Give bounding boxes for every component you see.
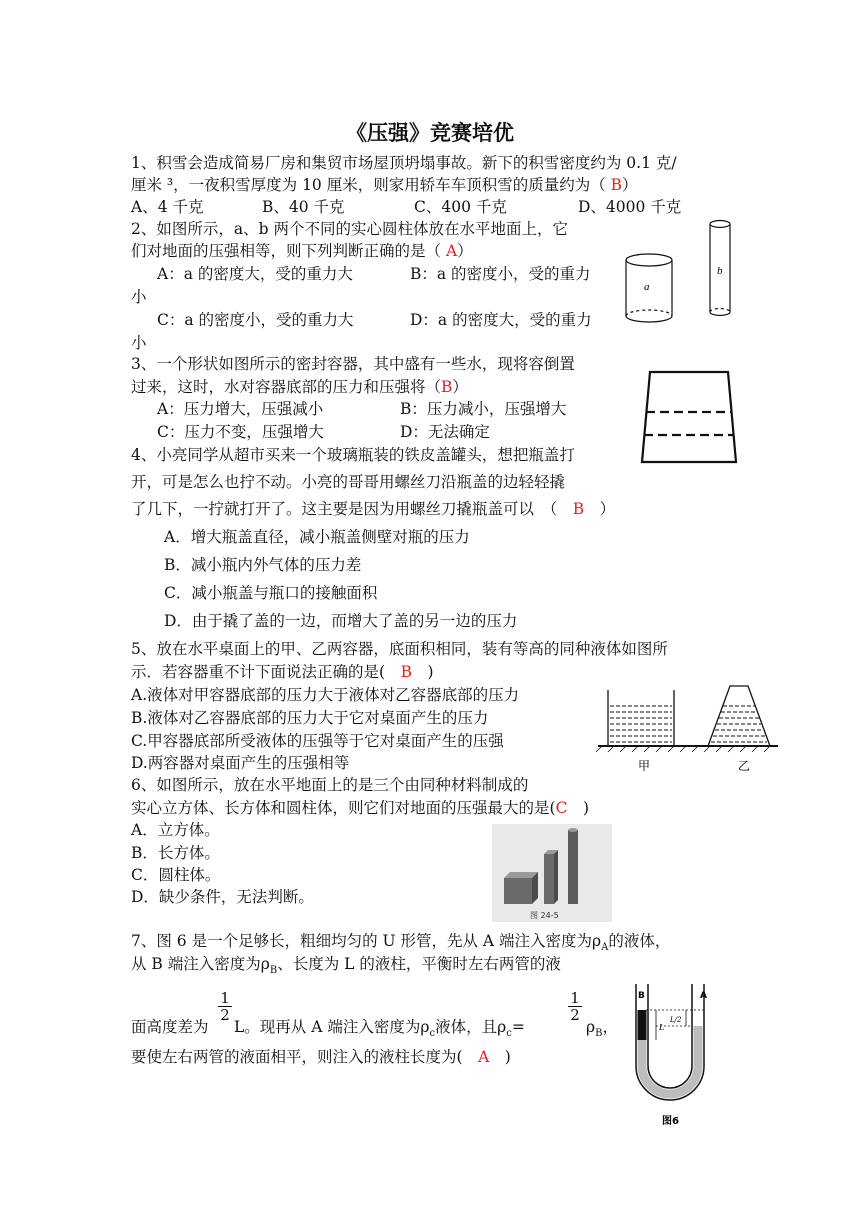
q4-line1: 4、小亮同学从超市买来一个玻璃瓶装的铁皮盖罐头，想把瓶盖打 [131, 446, 575, 464]
q7-fig-caption: 图6 [662, 1116, 679, 1127]
q4-option-d: D．由于撬了盖的一边，而增大了盖的另一边的压力 [164, 612, 518, 630]
q7-line4: 要使左右两管的液面相平，则注入的液柱长度为( A ) [131, 1048, 511, 1066]
q6-line1: 6、如图所示，放在水平地面上的是三个由同种材料制成的 [131, 776, 529, 794]
q3-option-b: B：压力减小，压强增大 [400, 400, 567, 418]
label-b: b [717, 265, 723, 277]
q4-option-c: C．减小瓶盖与瓶口的接触面积 [164, 584, 378, 602]
q3-answer: B [441, 378, 453, 396]
fig-label-b: B [638, 991, 645, 1001]
fig-label-l: L [659, 1023, 665, 1032]
q3-option-d: D：无法确定 [400, 423, 490, 441]
q7-answer: A [478, 1048, 490, 1066]
q5-option-c: C.甲容器底部所受液体的压强等于它对桌面产生的压强 [131, 732, 504, 750]
q5-answer: B [400, 663, 412, 681]
q3-container-figure [636, 362, 742, 472]
q7-fraction-half-2: $\frac{1}{2}$ [568, 990, 582, 1023]
q1-line2: 厘米 ³，一夜积雪厚度为 10 厘米，则家用轿车车顶积雪的质量约为（ B） [131, 176, 638, 194]
q1-line1: 1、积雪会造成简易厂房和集贸市场屋顶坍塌事故。新下的积雪密度约为 0.1 克/ [131, 154, 677, 172]
q5-option-b: B.液体对乙容器底部的压力大于它对桌面产生的压力 [131, 709, 489, 727]
q6-fig-caption: 图 24-5 [530, 911, 559, 920]
q7-line3-start: 面高度差为 [131, 1018, 209, 1036]
fig-label-a: A [700, 991, 707, 1001]
page-title: 《压强》竞赛培优 [346, 120, 514, 145]
q3-line2: 过来，这时，水对容器底部的压力和压强将（B） [131, 378, 468, 396]
q5-option-a: A.液体对甲容器底部的压力大于液体对乙容器底部的压力 [131, 686, 520, 704]
q2-line1: 2、如图所示，a、b 两个不同的实心圆柱体放在水平地面上，它 [131, 220, 568, 238]
q1-option-b: B、40 千克 [262, 198, 345, 216]
q3-option-a: A：压力增大，压强减小 [157, 400, 324, 418]
q3-option-c: C：压力不变，压强增大 [157, 423, 324, 441]
q4-answer: B [572, 500, 585, 518]
q4-option-b: B．减小瓶内外气体的压力差 [164, 556, 362, 574]
q2-option-b-wrap: 小 [131, 288, 147, 306]
q5-option-d: D.两容器对桌面产生的压强相等 [131, 754, 350, 772]
q7-line1: 7、图 6 是一个足够长，粗细均匀的 U 形管，先从 A 端注入密度为$\rho_A$的液体， [131, 932, 671, 954]
label-a: a [644, 281, 650, 293]
q2-option-d-wrap: 小 [131, 334, 147, 352]
q7-u-tube-figure [626, 980, 716, 1128]
q7-line3: L。现再从 A 端注入密度为$\rho_c$液体，且$\rho_c=$ [234, 1018, 525, 1040]
label-yi: 乙 [738, 759, 751, 773]
q7-line2: 从 B 端注入密度为$\rho_B$、长度为 L 的液柱，平衡时左右两管的液 [131, 955, 561, 977]
q2-line2: 们对地面的压强相等，则下列判断正确的是（ A） [131, 242, 473, 260]
q4-line2: 开，可是怎么也拧不动。小亮的哥哥用螺丝刀沿瓶盖的边轻轻撬 [131, 473, 566, 491]
q1-option-a: A、4 千克 [131, 198, 204, 216]
q6-option-c: C．圆柱体。 [131, 866, 221, 884]
q6-solids-figure [492, 824, 612, 922]
label-jia: 甲 [638, 759, 651, 773]
q4-line3: 了几下，一拧就打开了。这主要是因为用螺丝刀撬瓶盖可以 （ B ） [131, 500, 616, 518]
q2-answer: A [445, 242, 458, 260]
fig-label-l-half: L/2 [670, 1016, 682, 1024]
q5-line2: 示．若容器重不计下面说法正确的是( B ) [131, 663, 434, 681]
q2-option-c: C：a 的密度小，受的重力大 [157, 311, 354, 329]
q2-option-d: D：a 的密度大，受的重力 [410, 311, 592, 329]
q1-option-d: D、4000 千克 [578, 198, 682, 216]
q3-line1: 3、一个形状如图所示的密封容器，其中盛有一些水，现将容倒置 [131, 355, 575, 373]
q2-option-a: A：a 的密度大，受的重力大 [157, 265, 353, 283]
q6-answer: C [555, 799, 568, 817]
q2-cylinders-figure [620, 216, 740, 328]
q6-option-d: D．缺少条件，无法判断。 [131, 888, 314, 906]
q6-line2: 实心立方体、长方体和圆柱体，则它们对地面的压强最大的是(C ) [131, 799, 589, 817]
q6-option-a: A．立方体。 [131, 821, 220, 839]
q5-containers-figure [594, 680, 784, 776]
q4-option-a: A．增大瓶盖直径，减小瓶盖侧壁对瓶的压力 [164, 528, 470, 546]
q5-line1: 5、放在水平桌面上的甲、乙两容器，底面积相同，装有等高的同种液体如图所 [131, 640, 668, 658]
q1-answer: B [610, 176, 623, 194]
q7-fraction-half: $\frac{1}{2}$ [218, 990, 232, 1023]
q1-option-c: C、400 千克 [414, 198, 507, 216]
q7-line3-end: $\rho_B$， [586, 1018, 618, 1040]
q2-option-b: B：a 的密度小，受的重力 [410, 265, 591, 283]
q6-option-b: B．长方体。 [131, 844, 220, 862]
